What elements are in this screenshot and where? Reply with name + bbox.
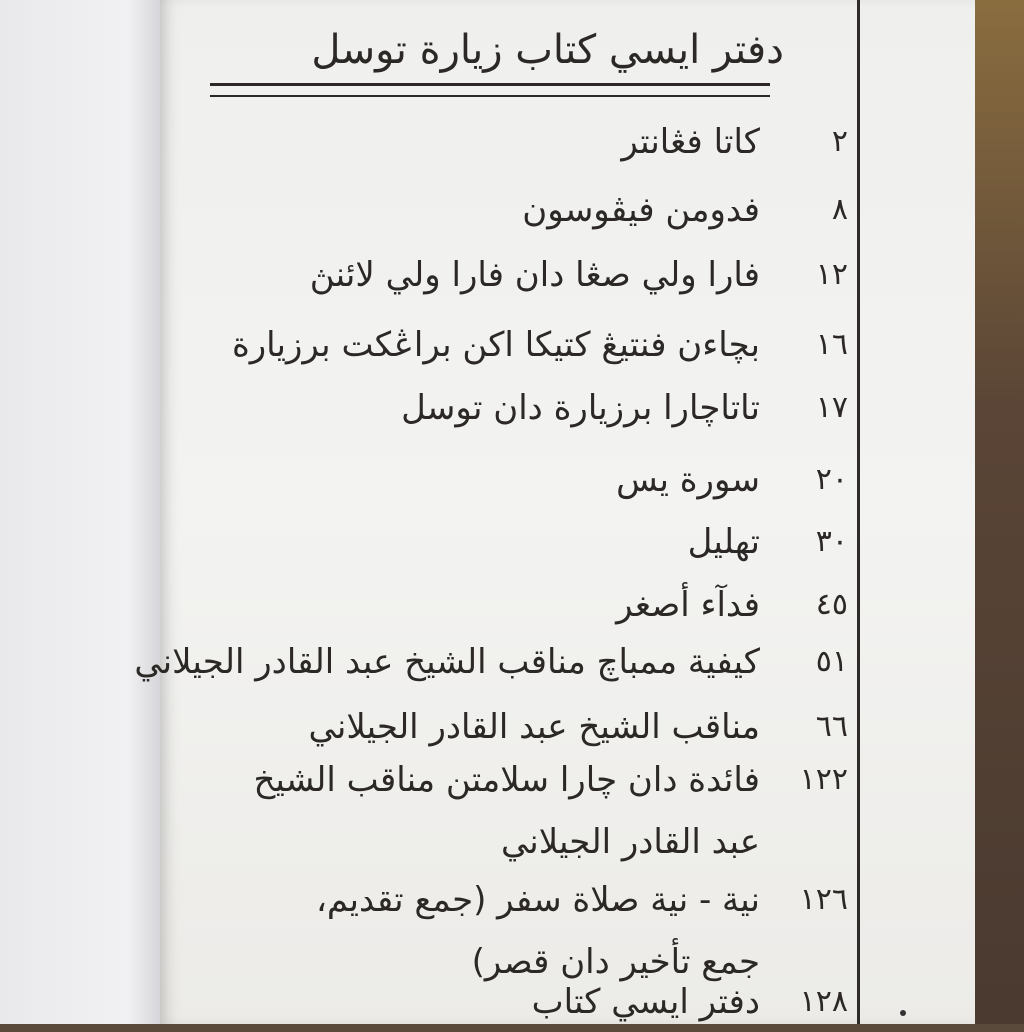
title-underline <box>210 83 770 97</box>
entry-title: بچاءن فنتيڠ كتيكا اكن براڠكت برزيارة <box>231 325 760 365</box>
page-mark <box>900 1010 906 1016</box>
toc-row <box>160 315 860 375</box>
entry-title: كاتا فڠانتر <box>621 122 760 162</box>
toc-row <box>160 575 860 635</box>
entry-title: فدومن فيڤوسون <box>522 190 760 230</box>
entry-title: نية - نية صلاة سفر (جمع تقديم، <box>315 880 760 920</box>
entry-title: تاتاچارا برزيارة دان توسل <box>401 388 760 428</box>
page-number: ٢ <box>831 124 848 159</box>
page-number: ٨ <box>831 192 848 227</box>
background-right <box>975 0 1024 1024</box>
page-number: ١٢٨ <box>799 984 848 1019</box>
entry-title: مناقب الشيخ عبد القادر الجيلاني <box>308 707 760 747</box>
toc-row <box>160 378 860 438</box>
page-number: ٣٠ <box>815 524 848 559</box>
page-number: ٦٦ <box>815 709 848 744</box>
entry-title: فدآء أصغر <box>616 585 760 625</box>
entry-title: كيفية ممباچ مناقب الشيخ عبد القادر الجيلاني <box>134 642 760 682</box>
entry-title: فائدة دان چارا سلامتن مناقب الشيخ <box>253 760 760 800</box>
toc-row <box>160 450 860 510</box>
toc-row <box>160 972 860 1032</box>
page-number: ١٦ <box>815 327 848 362</box>
toc-row <box>160 512 860 572</box>
entry-title-continued: عبد القادر الجيلاني <box>500 822 760 862</box>
page-number: ١٢٦ <box>799 882 848 917</box>
entry-title-continued: جمع تأخير دان قصر) <box>471 942 760 982</box>
entry-title: دفتر ايسي كتاب <box>531 982 760 1022</box>
entry-title: فارا ولي صڠا دان فارا ولي لائنڽ <box>309 255 760 295</box>
page-number: ٤٥ <box>815 587 848 622</box>
page-title: دفتر ايسي كتاب زيارة توسل <box>311 27 784 73</box>
toc-row <box>134 632 860 692</box>
toc-row <box>160 750 860 870</box>
page-number: ٥١ <box>815 644 848 679</box>
toc-row <box>160 245 860 305</box>
toc-row <box>160 180 860 240</box>
toc-row <box>160 112 860 172</box>
page-number: ٢٠ <box>815 462 848 497</box>
entry-title: تهليل <box>687 522 760 562</box>
page-number: ١٢٢ <box>799 762 848 797</box>
page-number: ١٢ <box>815 257 848 292</box>
page-number: ١٧ <box>815 390 848 425</box>
entry-title: سورة يس <box>616 460 760 500</box>
toc-row <box>160 697 860 757</box>
